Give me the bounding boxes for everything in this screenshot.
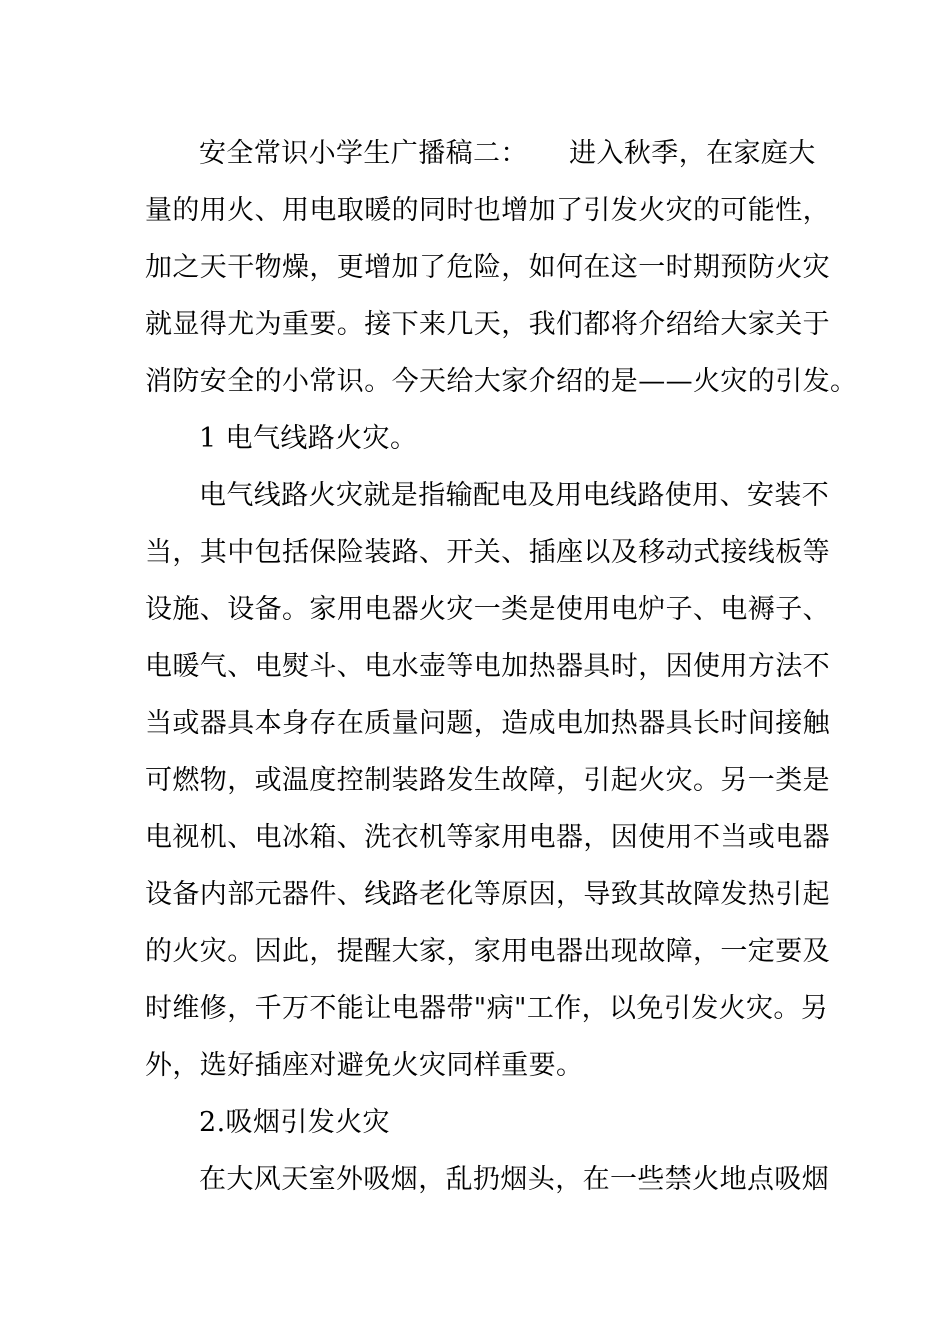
section-heading-electrical: 1 电气线路火灾。	[199, 423, 418, 454]
electrical-line-3: 设施、设备。家用电器火灾一类是使用电炉子、电褥子、	[145, 594, 830, 625]
electrical-line-11: 外，选好插座对避免火灾同样重要。	[145, 1050, 584, 1081]
intro-line-1: 安全常识小学生广播稿二： 进入秋季，在家庭大	[199, 138, 816, 169]
electrical-line-5: 当或器具本身存在质量问题，造成电加热器具长时间接触	[145, 708, 830, 739]
smoking-line-1: 在大风天室外吸烟，乱扔烟头，在一些禁火地点吸烟	[199, 1164, 830, 1195]
intro-line-4: 就显得尤为重要。接下来几天，我们都将介绍给大家关于	[145, 309, 830, 340]
electrical-line-1: 电气线路火灾就是指输配电及用电线路使用、安装不	[199, 480, 830, 511]
section-heading-smoking: 2.吸烟引发火灾	[199, 1107, 390, 1138]
electrical-line-8: 设备内部元器件、线路老化等原因，导致其故障发热引起	[145, 879, 830, 910]
intro-line-2: 量的用火、用电取暖的同时也增加了引发火灾的可能性，	[145, 195, 830, 226]
intro-line-3: 加之天干物燥，更增加了危险，如何在这一时期预防火灾	[145, 252, 830, 283]
electrical-line-9: 的火灾。因此，提醒大家，家用电器出现故障，一定要及	[145, 936, 830, 967]
electrical-line-10: 时维修，千万不能让电器带"病"工作，以免引发火灾。另	[145, 993, 829, 1024]
electrical-line-4: 电暖气、电熨斗、电水壶等电加热器具时，因使用方法不	[145, 651, 830, 682]
electrical-line-7: 电视机、电冰箱、洗衣机等家用电器，因使用不当或电器	[145, 822, 830, 853]
electrical-line-2: 当，其中包括保险装路、开关、插座以及移动式接线板等	[145, 537, 830, 568]
intro-line-5: 消防安全的小常识。今天给大家介绍的是——火灾的引发。	[145, 366, 858, 397]
electrical-line-6: 可燃物，或温度控制装路发生故障，引起火灾。另一类是	[145, 765, 830, 796]
